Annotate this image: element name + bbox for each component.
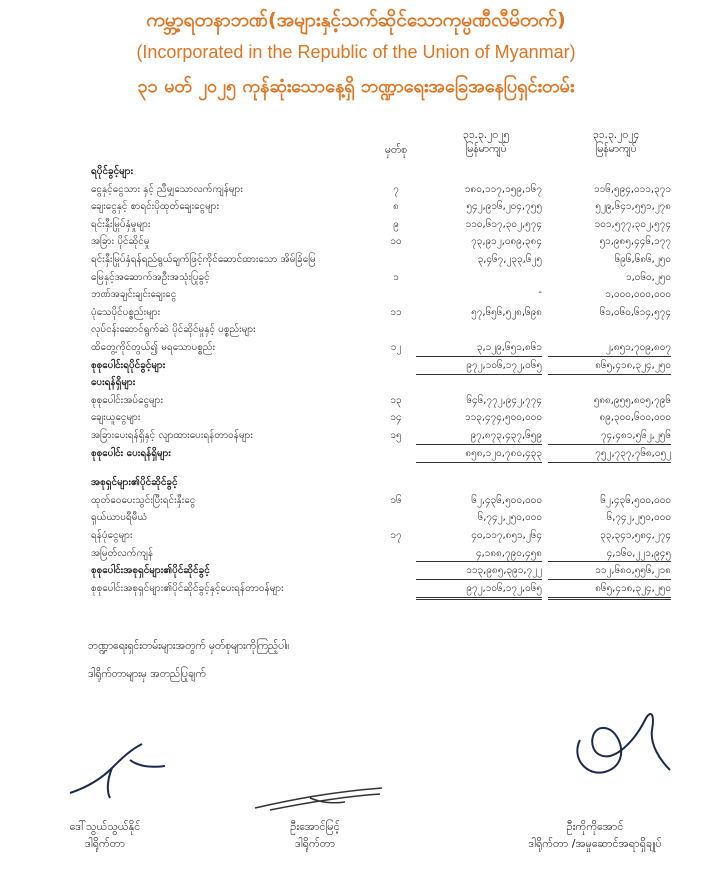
- row-value-2024: ၈၉,၃၀၀,၆၀၀,၀၀၀: [599, 412, 671, 424]
- year1-unit: မြန်မာကျပ်: [465, 143, 507, 155]
- row-value-2025: ၄,၁၈၈,၇၉၀,၄၅၈: [475, 547, 542, 559]
- row-value-2024: ၁,၀၆၀,၂၅၀: [625, 271, 671, 283]
- row-value-2025: -: [538, 287, 542, 299]
- row-label: လုပ်ငန်းဆောင်ရွက်ဆဲ ပိုင်ဆိုင်မှုနှင့် ပစ္စည်းများ: [91, 324, 256, 336]
- row-value-2025: ၆၂,၄၃၆,၅၀၀,၀၀၀: [471, 494, 542, 506]
- row-note: ၁၁: [390, 306, 402, 318]
- row-label: ပုံသေပိုင်ပစ္စည်းများ: [91, 306, 161, 318]
- row-label: ရှယ်ယာပရီမီယံ: [91, 512, 148, 524]
- row-note: ၁၃: [390, 394, 402, 406]
- row-value-2025: ၉၇၂,၁၀၆,၁၇၂,၀၆၅: [416, 356, 542, 375]
- row-value-2024: ၃၃,၃၄၁,၅၈၄,၂၇၄: [600, 530, 671, 541]
- row-label: ရပိုင်ခွင့်များ: [91, 166, 134, 177]
- table-row: [0, 197, 712, 214]
- incorporation-note: (Incorporated in the Republic of the Union of Myanmar): [136, 42, 576, 62]
- row-value-2025: ၄၀,၁၁၇,၈၅၁,၂၆၄: [471, 530, 542, 541]
- signature-3-image: [560, 700, 680, 790]
- row-value-2024: ၁၁၆,၅၉၄,၀၁၁,၃၇၁: [593, 183, 671, 195]
- total-row: [0, 444, 712, 461]
- row-label: မြေနှင့်အဆောက်အဦးအသုံးပြုခွင့်: [91, 271, 210, 283]
- row-label: ချေးယူငွေများ: [91, 412, 141, 424]
- row-value-2024: ၈၆၅,၄၁၈,၃၂၄,၂၅၀: [548, 579, 671, 600]
- signature-2-image: [250, 778, 390, 818]
- year1-date: ၃၁.၃.၂၀၂၅: [462, 129, 510, 141]
- row-value-2025: ၆၄၆,၇၇၂,၉၄၂,၇၇၄: [466, 394, 542, 406]
- note-column-header: မှတ်စု: [384, 144, 408, 156]
- row-value-2024: ၅၂၉,၆၄၁,၅၅၁,၂၇၈: [595, 201, 671, 213]
- row-label: အစုရှင်များ၏ပိုင်ဆိုင်ခွင့်: [91, 477, 178, 489]
- row-value-2024: ၁၀၁,၅၇၇,၃၀၂,၅၇၄: [594, 218, 671, 230]
- row-note: ၁၇: [390, 530, 402, 541]
- table-row: [0, 215, 712, 232]
- row-value-2025: ၇၃,၉၁၂,၀၈၉,၃၈၄: [471, 236, 542, 248]
- row-value-2025: ၃,၄၆၇,၂၃၃,၆၂၅: [477, 254, 542, 265]
- row-value-2024: ၇၄,၄၈၁,၅၆၂,၂၅၆: [600, 430, 671, 441]
- row-note: ၉: [393, 218, 399, 230]
- row-note: ၈: [393, 201, 399, 213]
- signatory-1: [45, 818, 165, 852]
- row-value-2025: ၉၇,၈၇၃,၄၃၇,၆၅၉: [470, 430, 542, 441]
- row-value-2024: ၅၈၈,၉၅၅,၈၀၅,၇၉၆: [593, 394, 671, 406]
- table-row: [0, 544, 712, 561]
- row-note: ၁၅: [390, 430, 402, 441]
- row-value-2025: ၈၅၈,၁၂၀,၇၈၀,၄၃၃: [416, 444, 542, 463]
- approval-line: ဒါရိုက်တာများမှ အတည်ပြုချက်: [88, 668, 206, 680]
- row-label: ရန်ပုံငွေများ: [91, 530, 133, 541]
- table-row: [0, 232, 712, 249]
- signatory-2: [255, 818, 375, 852]
- row-note: ၁: [393, 271, 399, 283]
- row-note: ၇: [393, 183, 399, 195]
- table-row: [0, 285, 712, 302]
- row-value-2024: ၁,၀၀၀,၀၀၀,၀၀၀: [605, 289, 671, 301]
- row-note: ၁၄: [390, 412, 402, 424]
- row-value-2024: ၆၁,၀၆၀,၆၁၄,၅၇၄: [599, 306, 671, 318]
- table-row: [0, 338, 712, 355]
- row-label: ထုတ်ဝေပေးသွင်းပြီးရင်းနှီးငွေ: [91, 494, 196, 506]
- total-row: [0, 561, 712, 578]
- row-value-2024: ၆၂,၄၃၆,၅၀၀,၀၀၀: [600, 494, 671, 506]
- total-row: [0, 579, 712, 596]
- statement-title: ၃၁ မတ် ၂၀၂၅ ကုန်ဆုံးသောနေ့ရှိ ဘဏ္ဍာရေးအခြေအနေပြရှင်းတမ်း: [137, 76, 575, 97]
- row-value-2024: ၄,၁၆၀,၂၂၁,၉၄၅: [606, 547, 671, 559]
- signatory-1-title: ဒါရိုက်တာ: [85, 837, 125, 850]
- row-value-2024: ၂,၈၅၁,၇၀၉,၈၀၇: [605, 342, 671, 353]
- section-header: [0, 373, 712, 390]
- row-label: အခြား ပိုင်ဆိုင်မှု: [91, 236, 150, 248]
- table-row: [0, 250, 712, 267]
- table-row: [0, 491, 712, 508]
- row-label: ချေးငွေနှင့် စာရင်းပိုထုတ်ချေးငွေများ: [91, 201, 220, 213]
- row-value-2025: ၁၁၀,၆၁၇,၃၀၂,၅၇၄: [465, 218, 542, 230]
- table-row: [0, 303, 712, 320]
- signatory-2-title: ဒါရိုက်တာ: [295, 837, 335, 850]
- total-row: [0, 356, 712, 373]
- row-label: စုစုပေါင်း ပေးရန်ရှိများ: [91, 447, 171, 459]
- year2-header: [566, 128, 666, 156]
- row-value-2025: ၁၁၃,၉၈၅,၃၉၁,၇၂၂: [416, 561, 542, 580]
- row-value-2024: ၇၅၂,၇၃၇,၇၆၈,၀၅၂: [548, 444, 671, 463]
- row-note: ၁၀: [390, 236, 402, 248]
- row-value-2024: ၆၉၆,၆၈၆,၂၅၀: [614, 254, 671, 265]
- row-label: စုစုပေါင်းအစုရှင်များ၏ပိုင်ဆိုင်ခွင့်နှင့်ပေးရန်တာဝန်များ: [91, 582, 284, 594]
- row-value-2025: ၆,၇၄၂,၂၅၀,၀၀၀: [477, 512, 542, 524]
- table-row: [0, 391, 712, 408]
- row-label: ဘဏ်အချင်းချင်းချေးငွေ: [91, 289, 177, 301]
- row-label: ထိတွေ့ကိုင်တွယ်၍ မရသောပစ္စည်း: [91, 342, 216, 353]
- table-row: [0, 320, 712, 337]
- signatory-3-name: ဦးကိုကိုအောင်: [566, 820, 624, 833]
- row-value-2024: ၁၁၂,၆၈၀,၅၅၆,၂၁၈: [548, 561, 671, 580]
- row-value-2025: ၁၈၀,၁၁၇,၁၅၉,၁၆၇: [464, 183, 542, 195]
- row-label: အခြားပေးရန်ရှိနှင့် လျာထားပေးရန်တာဝန်များ: [91, 430, 253, 441]
- signatory-3-title: ဒါရိုက်တာ /အမှုဆောင်အရာရှိချုပ်: [528, 837, 662, 850]
- table-row: [0, 268, 712, 285]
- table-row: [0, 526, 712, 543]
- row-value-2025: ၁၁၃,၄၇၄,၅၀၀,၀၀၀: [464, 412, 542, 424]
- row-label: ရင်းနှီးမြုပ်နှံမှုများ: [91, 218, 151, 230]
- notes-reference: ဘဏ္ဍာရေးရှင်းတမ်းများအတွက် မှတ်စုများကိုကြည့်ပါ။: [88, 640, 290, 652]
- row-label: ပေးရန်ရှိများ: [91, 377, 136, 389]
- signature-1-image: [60, 738, 180, 808]
- row-value-2025: ၉၇၂,၁၀၆,၁၇၂,၀၆၅: [416, 579, 542, 600]
- table-row: [0, 180, 712, 197]
- row-value-2024: ၈၆၅,၄၁၈,၃၂၄,၂၅၀: [548, 356, 671, 375]
- signatory-1-name: ဒေါ်သွယ်သွယ်နိုင်: [69, 820, 141, 833]
- row-label: ရင်းနှီးမြုပ်နှံရန်ရည်ရွယ်ချက်ဖြင့်ကိုင်ဆောင်ထားသော အိမ်ခြံမြေ: [91, 254, 316, 265]
- year2-date: ၃၁.၃.၂၀၂၄: [592, 129, 640, 141]
- row-note: ၁၆: [390, 494, 402, 506]
- year2-unit: မြန်မာကျပ်: [595, 143, 637, 155]
- row-label: စုစုပေါင်းအပ်ငွေများ: [91, 394, 164, 406]
- table-row: [0, 508, 712, 525]
- table-row: [0, 408, 712, 425]
- row-value-2024: ၅၁,၉၈၅,၄၄၆,၁၇၇: [599, 236, 671, 248]
- section-header: [0, 473, 712, 490]
- row-label: စုစုပေါင်းရပိုင်ခွင့်များ: [91, 359, 166, 371]
- row-note: ၁၂: [390, 342, 402, 353]
- row-value-2025: ၅၇,၆၅၆,၅၂၈,၆၉၈: [471, 306, 542, 318]
- company-name: ကမ္ဘာ့ရတနာဘဏ်(အများနှင့်သက်ဆိုင်သောကုမ္ပဏီလီမိတက်): [146, 9, 566, 31]
- year1-header: [436, 128, 536, 156]
- row-label: စုစုပေါင်းအစုရှင်များ၏ပိုင်ဆိုင်ခွင့်: [91, 565, 210, 577]
- row-label: ငွေနှင့်ငွေသား နှင့် ညီမျှသောလက်ကျန်များ: [91, 183, 243, 195]
- section-header: [0, 162, 712, 179]
- row-value-2025: ၅၄၂,၉၁၆,၂၀၄,၇၅၅: [466, 201, 542, 213]
- row-value-2025: ၃,၁၂၉,၆၅၁,၈၆၁: [476, 342, 542, 353]
- row-label: အမြတ်လက်ကျန်: [91, 547, 154, 559]
- table-row: [0, 426, 712, 443]
- signatory-2-name: ဦးအောင်မြင့်: [290, 820, 340, 833]
- signatory-3: [490, 818, 700, 852]
- row-value-2024: ၆,၇၄၂,၂၅၀,၀၀၀: [606, 512, 671, 524]
